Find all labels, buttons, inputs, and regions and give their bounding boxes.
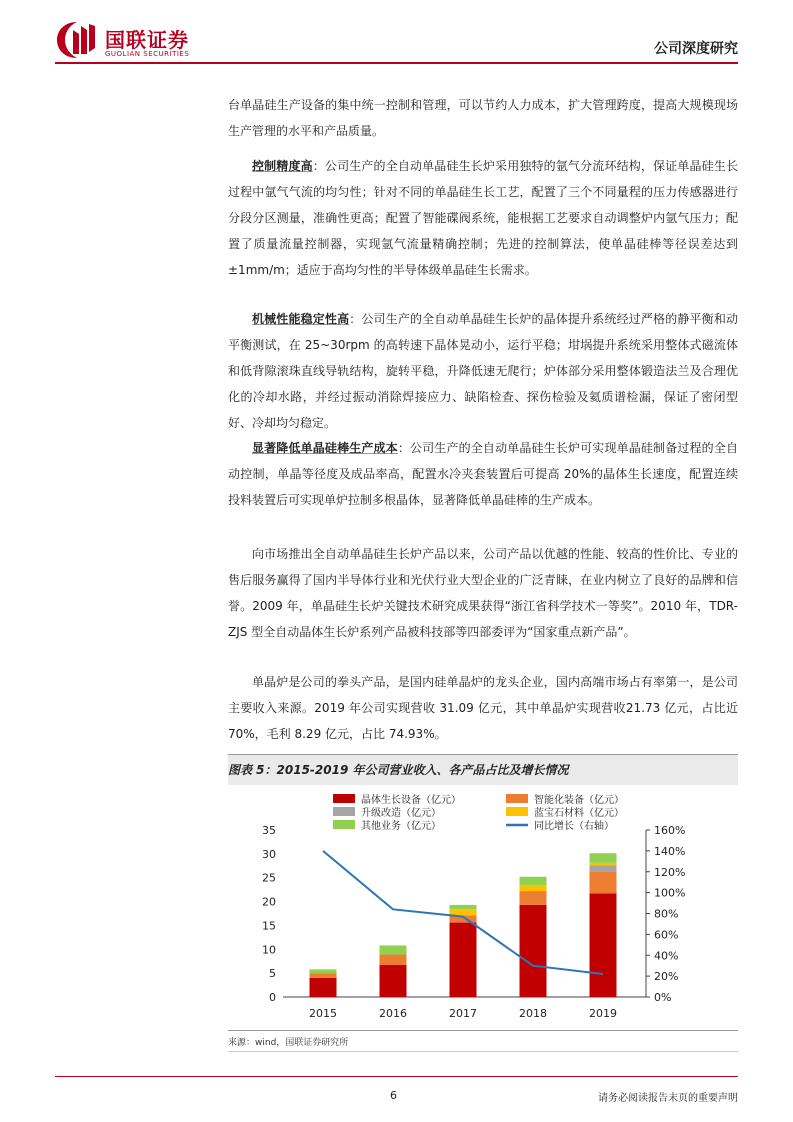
- legend-label: 智能化装备（亿元）: [534, 795, 624, 806]
- y-tick-label: 0: [269, 991, 276, 1004]
- x-tick-label: 2016: [379, 1007, 407, 1020]
- bar-segment: [310, 969, 337, 973]
- figure-title: 图表 5：2015-2019 年公司营业收入、各产品占比及增长情况: [228, 763, 569, 777]
- logo-text-en: GUOLIAN SECURITIES: [105, 50, 190, 58]
- legend-label: 其他业务（亿元）: [361, 821, 441, 832]
- page-header: [55, 14, 738, 64]
- bar-segment: [380, 965, 407, 997]
- bar-segment: [450, 905, 477, 909]
- y2-tick-label: 120%: [654, 865, 686, 879]
- y-tick-label: 25: [262, 871, 276, 885]
- footer-divider: [55, 1076, 738, 1077]
- legend-label: 升级改造（亿元）: [361, 808, 441, 819]
- bar-segment: [310, 973, 337, 978]
- y2-tick-label: 0%: [654, 991, 672, 1004]
- paragraph-4-text: ：公司生产的全自动单晶硅生长炉可实现单晶硅制备过程的全自动控制，单晶等径度及成品率高，配置水冷夹套装置后可提高 20%的晶体生长速度，配置连续投料装置后可实现单炉拉制多根晶体，显著降低单晶硅棒的生产成本。: [228, 441, 738, 507]
- logo-mark-icon: [55, 20, 99, 60]
- y-tick-label: 5: [269, 967, 276, 981]
- legend-label: 同比增长（右轴）: [534, 821, 614, 832]
- y2-tick-label: 40%: [654, 949, 679, 963]
- bar-segment: [310, 978, 337, 997]
- bar-segment: [520, 877, 547, 886]
- bar-segment: [380, 945, 407, 954]
- y2-tick-label: 140%: [654, 844, 686, 858]
- y-tick-label: 20: [262, 895, 276, 909]
- paragraph-4: [228, 435, 738, 513]
- bar-segment: [520, 891, 547, 905]
- bar-segment: [590, 865, 617, 871]
- paragraph-6-text: 单晶炉是公司的拳头产品，是国内硅单晶炉的龙头企业，国内高端市场占有率第一，是公司主要收入来源。2019 年公司实现营收 31.09 亿元，其中单晶炉实现营收21.73 亿元，占比近 70%，毛利 8.29 亿元，占比 74.93%。: [228, 675, 738, 741]
- bar-segment: [450, 909, 477, 915]
- x-tick-label: 2017: [449, 1007, 477, 1020]
- figure-source-bar: [228, 1030, 738, 1052]
- bar-segment: [590, 853, 617, 863]
- x-tick-label: 2018: [519, 1007, 547, 1020]
- legend-swatch: [333, 794, 355, 803]
- paragraph-2-heading: 控制精度高: [252, 159, 313, 173]
- x-tick-label: 2015: [309, 1007, 337, 1020]
- paragraph-2: [228, 153, 738, 283]
- y-tick-label: 30: [262, 847, 276, 861]
- company-logo: [55, 20, 205, 60]
- bar-segment: [380, 955, 407, 965]
- figure-title-bar: [228, 754, 738, 785]
- paragraph-4-heading: 显著降低单晶硅棒生产成本: [252, 441, 398, 455]
- paragraph-6: [228, 669, 738, 747]
- bar-segment: [520, 885, 547, 891]
- y2-tick-label: 160%: [654, 824, 686, 837]
- bar-segment: [590, 871, 617, 893]
- paragraph-2-text: ：公司生产的全自动单晶硅生长炉采用独特的氩气分流环结构，保证单晶硅生长过程中氩气气流的均匀性；针对不同的单晶硅生长工艺，配置了三个不同量程的压力传感器进行分段分区测量，准确性更高；配置了智能碟阀系统，能根据工艺要求自动调整炉内氩气压力；配置了质量流量控制器，实现氩气流量精确控制；先进的控制算法，使单晶硅棒等径误差达到±1mm/m；适应于高均匀性的半导体级单晶硅生长需求。: [228, 159, 738, 277]
- y2-tick-label: 60%: [654, 928, 679, 942]
- x-tick-label: 2019: [589, 1007, 617, 1020]
- legend-swatch: [506, 807, 528, 816]
- report-type: 公司深度研究: [654, 41, 738, 57]
- figure-source: 来源：wind，国联证券研究所: [228, 1038, 349, 1048]
- paragraph-1-text: 台单晶硅生产设备的集中统一控制和管理，可以节约人力成本，扩大管理跨度，提高大规模现场生产管理的水平和产品质量。: [228, 98, 738, 138]
- paragraph-3: [228, 306, 738, 436]
- paragraph-5: [228, 541, 738, 645]
- paragraph-3-text: ：公司生产的全自动单晶硅生长炉的晶体提升系统经过严格的静平衡和动平衡测试，在 25~30rpm 的高转速下晶体晃动小，运行平稳；坩埚提升系统采用整体式磁流体和低背隙滚珠直线导轨结构，旋转平稳，升降低速无爬行；炉体部分采用整体锻造法兰及合理优化的冷却水路，并经过振动消除焊接应力、缺陷检查、探伤检验及氦质谱检漏，保证了密闭型好、冷却均匀稳定。: [228, 312, 738, 430]
- y-tick-label: 15: [262, 919, 276, 933]
- y2-tick-label: 100%: [654, 886, 686, 900]
- legend-swatch: [333, 820, 355, 829]
- legend-swatch: [333, 807, 355, 816]
- chart-svg: [228, 784, 738, 1029]
- bar-segment: [450, 923, 477, 997]
- page-number: 6: [390, 1089, 397, 1102]
- revenue-chart: [228, 784, 738, 1029]
- bar-segment: [590, 863, 617, 865]
- y2-tick-label: 20%: [654, 970, 679, 984]
- header-divider: [55, 62, 738, 64]
- logo-text-cn: 国联证券: [105, 28, 189, 52]
- bar-segment: [520, 905, 547, 997]
- y-tick-label: 35: [262, 824, 276, 837]
- paragraph-1: [228, 92, 738, 144]
- y2-tick-label: 80%: [654, 907, 679, 921]
- legend-label: 蓝宝石材料（亿元）: [534, 808, 624, 819]
- paragraph-5-text: 向市场推出全自动单晶硅生长炉产品以来，公司产品以优越的性能、较高的性价比、专业的售后服务赢得了国内半导体行业和光伏行业大型企业的广泛青睐，在业内树立了良好的品牌和信誉。2009 年，单晶硅生长炉关键技术研究成果获得“浙江省科学技术一等奖”。2010 年，TDR-ZJS 型全自动晶体生长炉系列产品被科技部等四部委评为“国家重点新产品”。: [228, 547, 738, 639]
- y-tick-label: 10: [262, 943, 276, 957]
- paragraph-3-heading: 机械性能稳定性高: [252, 312, 350, 326]
- footer-disclaimer: 请务必阅读报告末页的重要声明: [598, 1093, 738, 1104]
- legend-swatch: [506, 794, 528, 803]
- legend-label: 晶体生长设备（亿元）: [361, 795, 461, 806]
- bar-segment: [590, 893, 617, 997]
